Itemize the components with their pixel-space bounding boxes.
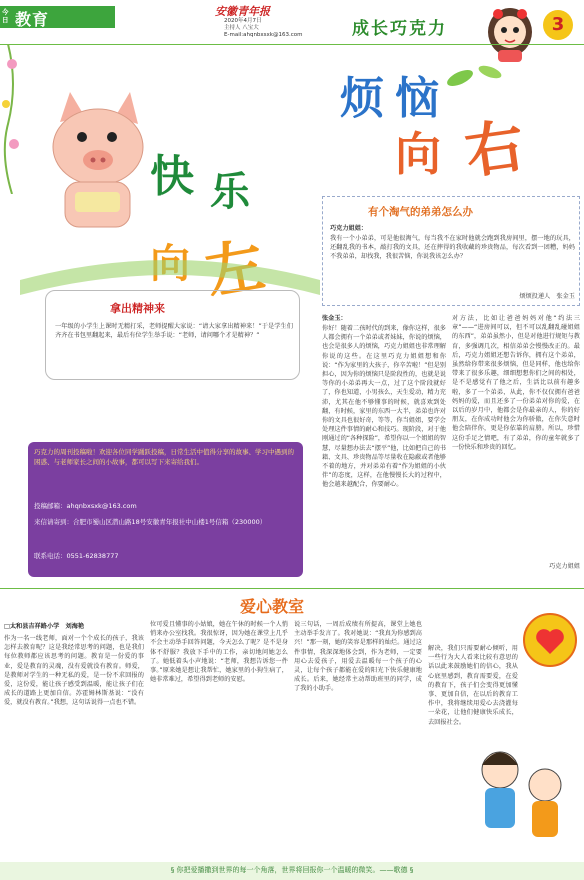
notice-address: 来信请寄到：合肥市蜀山区潜山路18号安徽青年报社中山楼1号信箱（230000） [34, 518, 267, 526]
children-illustration-icon [460, 740, 580, 855]
bottom-col1: 作为一名一线老师，面对一个个成长的孩子，我该怎样去教育呢？这是我经常思考的问题，也是我们每位教师都应该思考的问题。教育是一份爱的事业，爱是教育的灵魂，没有爱就没有教育。师爱，是教师对学生的一种无私的爱，是一份不求回报的爱，这份爱，能让孩子感受到温暖，能让孩子们在成长的道路上更加自信。苏霍姆林斯基说：“没有爱，就没有教育。”我想，这句话说得一点也不错。 [4, 635, 144, 707]
section-divider [0, 588, 584, 589]
reply-col2: 对方法，比如让爸爸妈妈对他“约法三章”——“进房间可以，但不可以乱翻乱碰姐姐的东西”，弟弟虽然小，但是对他进行规矩与教育，多强调几次，相信弟弟会慢慢改正的。最后，巧克力姐姐还想告诉你，拥有这个弟弟，虽然给你带来很多烦恼，但是同样，他也给你带来了很多乐趣，细细想想你们之间的相处，是不是感觉有了他之后，生活比以前有趣多啦，多了一个弟弟，从此，你不仅仅拥有爸爸妈妈的爱，而且还多了一份弟弟对你的爱，在以后的岁月中，他都会是你最亲的人，你的好朋友，在你成功时他会为你骄傲，在你失意时他会陪伴你，更是你依靠的肩膀。所以，珍惜这份手足之情吧，有了弟弟，你的童年就多了一份快乐和珍贵的回忆。 [452, 315, 580, 451]
cartoon-girl-icon [480, 2, 540, 64]
topic-title: 成长巧克力 [352, 19, 447, 39]
title-you: 右 [461, 111, 529, 187]
jinri-label: 今日 [2, 8, 9, 24]
title-xiang-right: 向 [395, 127, 441, 181]
newspaper-name: 安徽青年报 [215, 5, 270, 18]
page-header [0, 0, 584, 44]
reply-sign: 巧克力姐姐 [549, 563, 580, 570]
bottom-heading: 爱心教室 [240, 597, 305, 616]
email-line: E-mail:ahqnbxsxk@163.com [224, 32, 303, 38]
love-classroom-emblem-icon [520, 610, 580, 670]
cartoon-pig-icon [40, 82, 155, 242]
flower-vine-icon [0, 44, 30, 194]
notice-body: 巧克力的周刊投稿啦！欢迎各位同学踊跃投稿，日常生活中值得分享的故事、学习中遇到的困惑、与老师家长之间的小故事，都可以写下来寄给我们。 [34, 448, 294, 466]
bottom-col2: 位可爱且懂事的小姑娘，她在午休的时候一个人悄悄来办公室找我。我很惊讶，因为她在课堂上几乎不会主动举手回答问题，今天怎么了呢？是不是身体不舒服？我放下手中的工作，亲切地问她怎么了。她低着头小声地说：“老师，我想告诉您一件事。”原来她是想让我帮忙，她家里的小狗生病了，她非常难过，希望得到老师的安慰。 [150, 621, 288, 684]
title-le: 乐 [210, 169, 250, 215]
bottom-col4: 解决，我们只需要耐心倾听，用一些行为大人看来比较有意思的话以此来鼓励她们的信心，我从心底里感到，教育需要爱，在爱的教育下，孩子们会变得更加懂事、更加自信，在以后的教育工作中，我将继续用爱心去浇灌每一朵花，让他们健康快乐成长，去回报社会。 [428, 645, 518, 726]
letter-heading: 有个淘气的弟弟怎么办 [368, 206, 473, 218]
footer-quote: § 你把爱播撒到世界的每一个角落，世界将回报你一个温暖的微笑。——歌德 § [170, 866, 414, 874]
letter-body: 我有一个小弟弟，可是他很淘气，每当我不在家时他就会跑到我房间里，摆一地的玩具，还翻乱我的书本，敲打我的文具，还在摔得的我收藏的珍贵物品，每次看到一团糟，妈妈不我弟弟，却找我，我很苦恼，你说我该怎么办？ [330, 235, 575, 261]
joke-body: 一年级的小学生上课时无精打采，老师提醒大家说：“请大家拿出精神来！”于是学生们齐齐在书包里翻起来，最后有位学生举手说：“老师，请问哪个才是精神？” [55, 323, 293, 340]
letter-to: 巧克力姐姐： [330, 225, 368, 232]
editor-line: 主持人 八宝大 [224, 25, 259, 31]
header-rule [0, 44, 584, 45]
title-kuai: 快 [150, 151, 194, 202]
notice-email: 投稿邮箱：ahqnbxsxk@163.com [34, 502, 137, 510]
title-nao: 恼 [395, 73, 439, 124]
reply-col1: 你好！随着二孩时代的到来，像你这样，很多人都会拥有一个弟弟或者妹妹，你说的烦恼，也会是很多人的烦恼，巧克力姐姐也非常理解你说的这些。在这里巧克力姐姐想和你说：“作为家里的大孩子，你辛苦啦！”但是别担心，因为你的烦恼只是阶段性的，也就是说等你的小弟弟再大一点，过了这个阶段就好了，你也知道，小男孩么，天生爱动，精力充沛，尤其在他不够懂事的时候，就喜欢到处翻，有时候，家里的东西一大半，弟弟也许对你的文具也很好奇，等等，你当姐姐，要学会处理这件事情的耐心和技巧。现阶段，对于他刚通过的“各种探险”，希望你以一个姐姐的智慧，尽量想办法去“摆平”他，比如把自己的书籍、文具、珍贵物品等尽量收在隐蔽或者他够不着的地方，并对弟弟有着“作为姐姐的小伙伴”的态度，这样，在他慢慢长大的过程中，他会越来越配合，你要耐心。 [322, 325, 446, 489]
letter-sign: 烦烦投递人 张金玉 [519, 293, 575, 300]
notice-contact: 联系电话：0551-62838777 [34, 552, 119, 560]
leaf-decoration-icon [440, 58, 520, 98]
bottom-col3: 说三句话，一周后成绩有所提高，课堂上她也主动举手发言了。我对她说：“我真为你感到高兴！”那一刻，她的笑容是那样的灿烂。通过这件事情，我深深地体会到，作为老师，一定要用心去爱孩子，用爱去温暖每一个孩子的心灵，让每个孩子都能在爱的阳光下快乐健康地成长。后来，她经常主动帮助班里的同学，成了我的小助手。 [294, 621, 422, 693]
reply-to: 张金玉： [322, 315, 347, 322]
section-title: 教育 [15, 10, 50, 29]
page-number: 3 [543, 10, 573, 40]
title-fan: 烦 [340, 73, 384, 124]
bottom-byline: □太和县吉祥路小学 刘海艳 [4, 623, 85, 630]
issue-date: 2020年4月7日 [224, 18, 262, 24]
joke-heading: 拿出精神来 [110, 302, 165, 315]
